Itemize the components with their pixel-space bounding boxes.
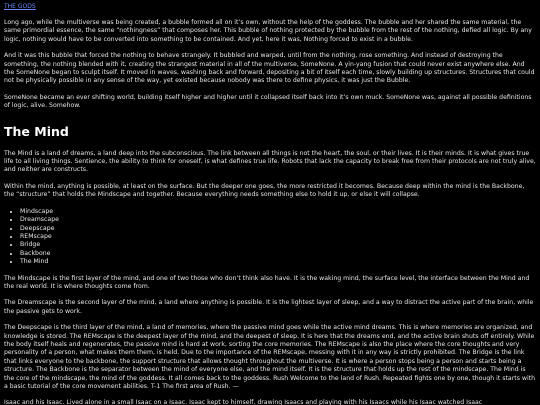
section-heading-the-mind: The Mind — [4, 123, 69, 139]
list-item: • Mindscape — [20, 208, 536, 216]
mind-paragraph-1: The Mind is a land of dreams, a land deep into the subconscious. The link between all things is not the heart, the soul, or their lives. It is their minds. It is what gives true life to all living things. Sentience, the ability to think for oneself, is what defines true life. Robots that lack the capacity to break free from their protocols are not truly alive, and neither are constructs. — [4, 149, 536, 174]
intro-paragraph-1: Long ago, while the multiverse was being created, a bubble formed all on it’s own, without the help of the goddess. The bubble and her shared the same material, the same primordial essence, the same “nothingness” that composes her. This bubble of nothing protected by the bubble from the rest of the nothing, defied all logic. By any logic, nothing would have to be converted into something to be contained. And yet, here it was, Nothing forced to exist in a bubble. — [4, 19, 532, 43]
intro-paragraph-2: And it was this bubble that forced the nothing to behave strangely. It bubbled and warped, until from the nothing, rose something. And instead of destroying the something, the nothing blended with it, creating the strangest material in all of the multiverse, SomeNone. A yin-yang fusion that could never exist anywhere else. And the SomeNone began to sculpt itself. It moved in waves, washing back and forward, depositing a bit of itself each time, slowly building up structures. Structures that could not be physically possible in any sense of the way, yet existed because nobody was there to define physics, it was just the Bubble. — [4, 52, 535, 85]
mind-paragraph-2: Within the mind, anything is possible, at least on the surface. But the deeper one goes, the more restricted it becomes. Because deep within the mind is the Backbone, the “structure” that holds the Mindscape and together. Because everything needs something else to hold it up, or else it will collapse. — [4, 182, 525, 199]
mind-paragraph-3: The Mindscape is the first layer of the mind, and one of two those who don’t think also have. It is the waking mind, the surface level, the interface between the Mind and the real world. It is where thoughts come from. — [4, 274, 530, 290]
list-item: • Backbone — [20, 250, 536, 258]
top-nav-link[interactable]: THE GODS — [4, 3, 36, 10]
list-item: • Deepscape — [20, 225, 536, 233]
list-item: • Dreamscape — [20, 216, 536, 224]
mind-paragraph-4: The Dreamscape is the second layer of the mind, a land where anything is possible. It is the lightest layer of sleep, and a way to distract the active part of the brain, while the passive gets to work. — [4, 299, 534, 315]
mind-layers-list — [4, 208, 536, 267]
mind-paragraph-5: The Deepscape is the third layer of the mind, a land of memories, where the passive mind goes while the active mind dreams. This is where memories are organized, and knowledge is stored. The REMscape is the deepest layer of the mind, and the deepest of sleep. It is here that the dreams end, and the active brain shuts off entirely. While the body itself heals and regenerates, the passive mind is hard at work, sorting the core memories. The REMscape is also the place where the core thoughts and very personality of a person, what makes them them, is held. Due to the importance of the REMscape, messing with it in any way is strictly prohibited. The Bridge is the link that links everyone to the backbone, the support structure that allows thought throughout the multiverse. It is where a person stops being a person and starts being a structure. The Backbone is the separator between the mind of everyone else, and the mind itself. It is the structure that holds up the rest of the mindscape. The Mind is the core of the mindscape, the mind of the goddess. It all comes back to the goddess. Rush Welcome to the land of Rush. Repeated fights one by one, though it starts with a basic tutorial of the core movement abilities. T-1 The first area of Rush. — — [4, 324, 536, 390]
intro-paragraph-3: SomeNone became an ever shifting world, building itself higher and higher until it collapsed itself back into it’s own muck. SomeNone was, against all possible definitions of logic, alive. Somehow. — [4, 93, 532, 110]
list-item: • Bridge — [20, 241, 536, 249]
list-item: • REMscape — [20, 233, 536, 241]
list-item: • The Mind — [20, 258, 536, 266]
mind-paragraph-6: Isaac and his Isaac. Lived alone in a small Isaac on a Isaac. Isaac kept to himself, drawing Isaacs and playing with his Isaacs while his Isaac watched Isaac — [4, 399, 483, 405]
